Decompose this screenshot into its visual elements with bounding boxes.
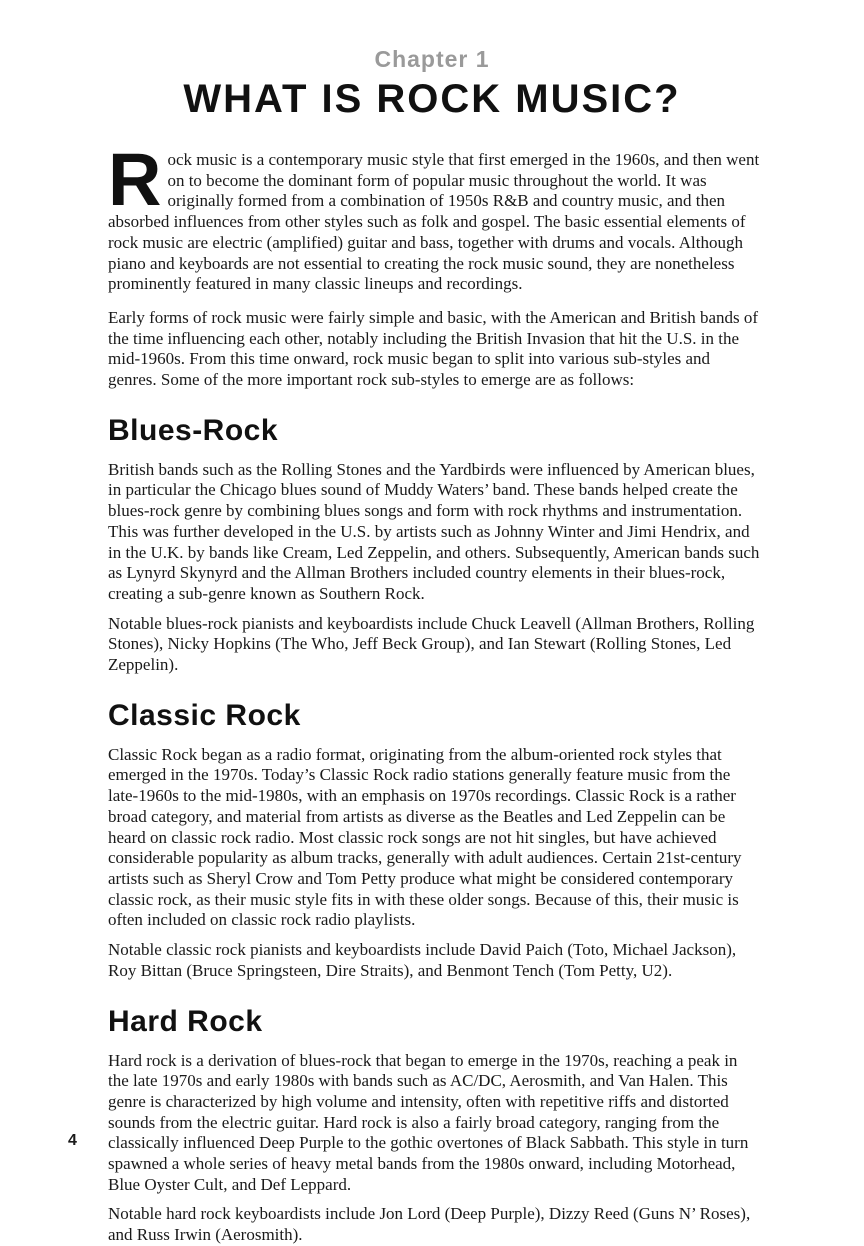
page-title: WHAT IS ROCK MUSIC? (183, 77, 681, 121)
section-paragraph: Hard rock is a derivation of blues-rock that began to emerge in the 1970s, reaching a peak in the late 1970s and early 1980s with bands such as AC/DC, Aerosmith, and Van Halen. This genre is characterized by high volume and intensity, often with repetitive riffs and distorted sounds from the electric guitar. Hard rock is also a fairly broad category, ranging from the classically influenced Deep Purple to the gothic overtones of Black Sabbath. This style in turn spawned a whole series of heavy metal bands from the 1980s onward, including Motorhead, Blue Oyster Cult, and Def Leppard. (108, 1050, 749, 1194)
chapter-label: Chapter 1 (374, 46, 490, 72)
intro-second-paragraph: Early forms of rock music were fairly simple and basic, with the American and British bands of the time influencing each other, notably including the British Invasion that hit the U.S. in the mid-1960s. From this time onward, rock music began to split into various sub-styles and genres. Some of the more important rock sub-styles to emerge are as follows: (108, 307, 759, 390)
section-paragraph: British bands such as the Rolling Stones and the Yardbirds were influenced by American blues, in particular the Chicago blues sound of Muddy Waters’ band. These bands helped create the blues-rock genre by combining blues songs and form with rock rhythms and instrumentation. This was further developed in the U.S. by artists such as Johnny Winter and Jimi Hendrix, and in the U.K. by bands like Cream, Led Zeppelin, and others. Subsequently, American bands such as Lynyrd Skynyrd and the Allman Brothers included country elements in their blues-rock, creating a sub-genre known as Southern Rock. (108, 459, 760, 603)
section-classic-rock (108, 700, 760, 982)
page-number: 4 (68, 1132, 77, 1149)
section-paragraph: Classic Rock began as a radio format, originating from the album-oriented rock styles that emerged in the 1970s. Today’s Classic Rock radio stations generally feature music from the late-1960s to the mid-1980s, with an emphasis on 1970s recordings. Classic Rock is a rather broad category, and material from artists as diverse as the Beatles and Led Zeppelin can be heard on classic rock radio. Most classic rock songs are not hit singles, but have achieved considerable popularity as album tracks, generally with adult audiences. Certain 21st-century artists such as Sheryl Crow and Tom Petty produce what might be considered contemporary classic rock, as their music style fits in with these older songs. Because of this, their music is often included on classic rock radio playlists. (108, 744, 742, 930)
intro-paragraph-text: ock music is a contemporary music style that first emerged in the 1960s, and then went on to become the dominant form of popular music throughout the world. It was originally formed from a combination of 1950s R&B and country music, and then absorbed influences from other styles such as folk and gospel. The basic essential elements of rock music are electric (amplified) guitar and bass, together with drums and vocals. Although piano and keyboards are not essential to creating the rock music sound, they are nonetheless prominently featured in many classic lineups and recordings. (108, 150, 760, 294)
section-heading: Hard Rock (108, 1004, 263, 1038)
dropcap-letter: R (108, 138, 160, 221)
page-content (108, 138, 760, 1246)
section-paragraph: Notable blues-rock pianists and keyboardists include Chuck Leavell (Allman Brothers, Rolling Stones), Nicky Hopkins (The Who, Jeff Beck Group), and Ian Stewart (Rolling Stones, Led Zeppelin). (108, 613, 755, 675)
book-page (0, 46, 864, 1245)
section-paragraph: Notable hard rock keyboardists include Jon Lord (Deep Purple), Dizzy Reed (Guns N’ Roses), and Russ Irwin (Aerosmith). (108, 1204, 751, 1245)
section-blues-rock (108, 415, 760, 676)
intro-paragraph (108, 138, 760, 295)
section-heading: Classic Rock (108, 698, 301, 732)
section-hard-rock (108, 1006, 760, 1246)
section-paragraph: Notable classic rock pianists and keyboardists include David Paich (Toto, Michael Jackson), Roy Bittan (Bruce Springsteen, Dire Straits), and Benmont Tench (Tom Petty, U2). (108, 940, 737, 980)
section-heading: Blues-Rock (108, 413, 279, 447)
